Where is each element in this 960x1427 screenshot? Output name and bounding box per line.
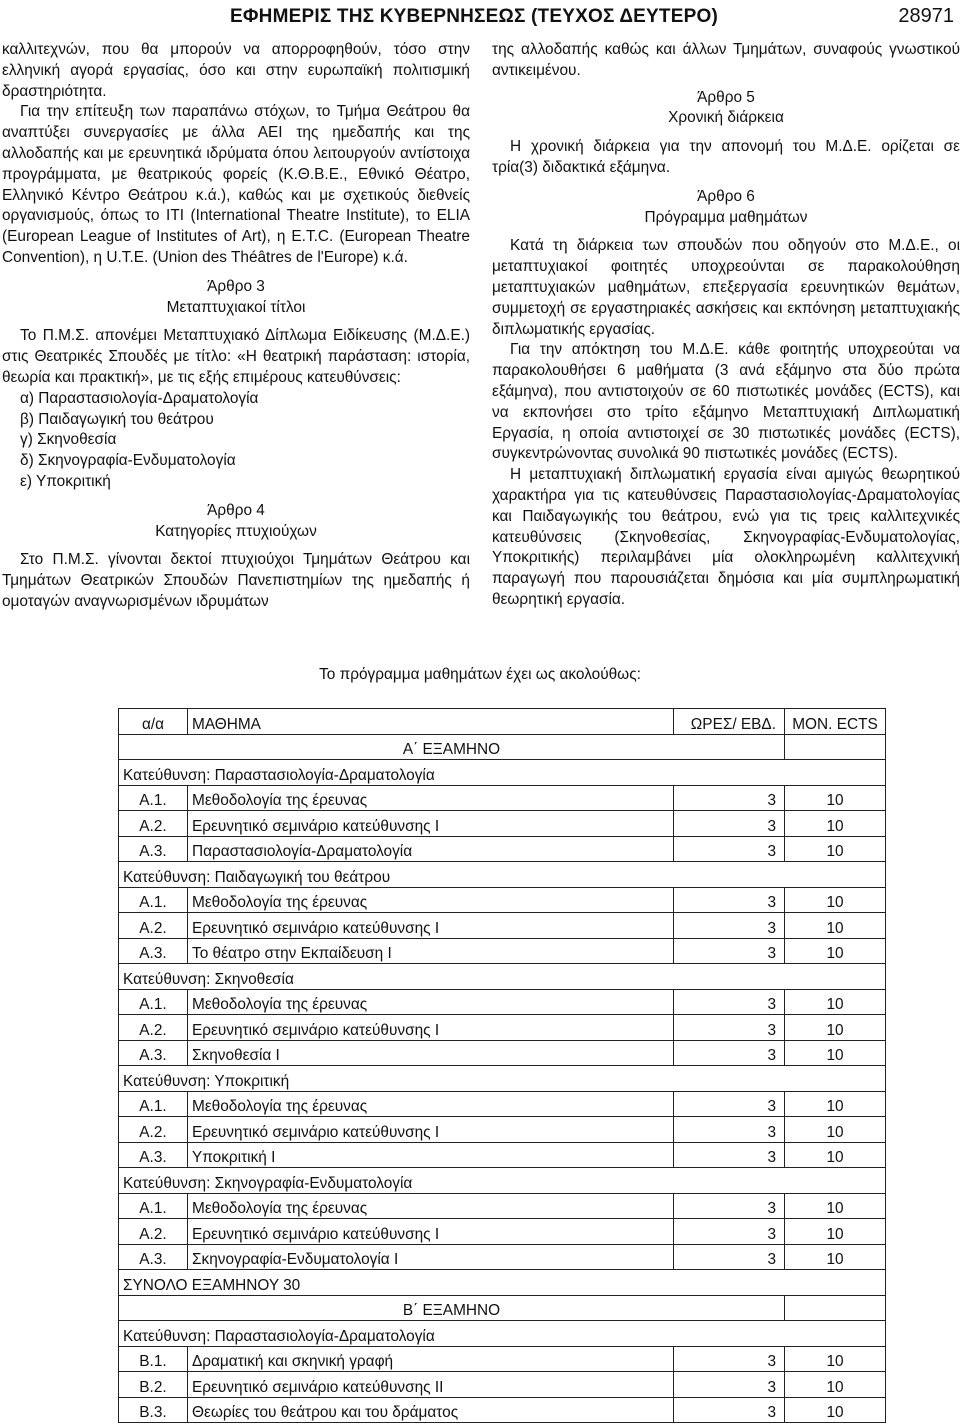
paragraph: Για την απόκτηση του Μ.Δ.Ε. κάθε φοιτητής υποχρεούται να παρακολουθήσει 6 μαθήματα (3 ανά εξάμηνο στα δύο πρώτα εξάμηνα), που αντιστοιχούν σε 60 πιστωτικές μονάδες (ECTS), και να εκπονήσει στο τρίτο εξάμηνο Μεταπτυχιακή Διπλωματική Εργασία, η οποία αντιστοιχεί σε 30 πιστωτικές μονάδες (ECTS), συγκεντρώνοντας συνολικά 90 πιστωτικές μονάδες (ECTS).: [492, 341, 960, 463]
article-4-subtitle: Κατηγορίες πτυχιούχων: [155, 522, 317, 540]
table-row: [119, 1346, 886, 1372]
article-5-subtitle: Χρονική διάρκεια: [668, 109, 784, 127]
hours-cell: 3: [674, 1244, 785, 1270]
paragraph: Κατά τη διάρκεια των σπουδών που οδηγούν στο Μ.Δ.Ε., οι μεταπτυχιακοί φοιτητές υποχρεούνται σε παρακολούθηση μεταπτυχιακών μαθημάτων, επεξεργασία ερευνητικών θεμάτων, συμμετοχή σε εργαστηριακές ασκήσεις και εκπόνηση μεταπτυχιακής διπλωματικής εργασίας.: [492, 237, 960, 338]
direction-heading: Κατεύθυνση: Σκηνοθεσία: [119, 964, 886, 990]
left-column: [2, 40, 470, 613]
course-code-cell: Α.3.: [119, 1244, 188, 1270]
course-code-cell: Β.1.: [119, 1346, 188, 1372]
empty-cell: [785, 734, 886, 760]
table-row: [119, 887, 886, 913]
article-4-title: Άρθρο 4: [207, 501, 265, 519]
ects-cell: 10: [785, 836, 886, 862]
course-code-cell: Α.2.: [119, 811, 188, 837]
semester-heading: Α΄ ΕΞΑΜΗΝΟ: [119, 734, 785, 760]
hours-cell: 3: [674, 989, 785, 1015]
table-row: [119, 938, 886, 964]
course-table: [118, 708, 886, 1423]
direction-heading: Κατεύθυνση: Υποκριτική: [119, 1066, 886, 1092]
hours-cell: 3: [674, 1219, 785, 1245]
ects-cell: 10: [785, 938, 886, 964]
header-cell: ΩΡΕΣ/ ΕΒΔ.: [674, 709, 785, 735]
ects-cell: 10: [785, 1346, 886, 1372]
course-name-cell: Σκηνοθεσία Ι: [188, 1040, 674, 1066]
course-code-cell: Α.1.: [119, 1193, 188, 1219]
course-code-cell: Α.3.: [119, 1040, 188, 1066]
ects-cell: 10: [785, 1040, 886, 1066]
course-name-cell: Σκηνογραφία-Ενδυματολογία Ι: [188, 1244, 674, 1270]
course-name-cell: Μεθοδολογία της έρευνας: [188, 887, 674, 913]
hours-cell: 3: [674, 938, 785, 964]
course-name-cell: Μεθοδολογία της έρευνας: [188, 989, 674, 1015]
ects-cell: 10: [785, 1193, 886, 1219]
table-row: [119, 1015, 886, 1041]
table-row: [119, 1091, 886, 1117]
ects-cell: 10: [785, 1015, 886, 1041]
header-cell: ΜΟΝ. ECTS: [785, 709, 886, 735]
ects-cell: 10: [785, 989, 886, 1015]
hours-cell: 3: [674, 1397, 785, 1423]
ects-cell: 10: [785, 1142, 886, 1168]
hours-cell: 3: [674, 1117, 785, 1143]
table-row: [119, 913, 886, 939]
table-row: [119, 1142, 886, 1168]
paragraph: Η μεταπτυχιακή διπλωματική εργασία είναι αμιγώς θεωρητικού χαρακτήρα για τις κατευθύνσεις Παραστασιολογίας-Δραματολογίας και Παιδαγωγικής του θεάτρου, ενώ για τις τρεις καλλιτεχνικές κατευθύνσεις (Σκηνοθεσίας, Σκηνογραφίας-Ενδυματολογίας, Υποκριτικής) περιλαμβάνει μία ολοκληρωμένη καλλιτεχνική παραγωγή που παρουσιάζεται δημόσια και μία συμπληρωματική θεωρητική εργασία.: [492, 466, 960, 608]
direction-heading: Κατεύθυνση: Σκηνογραφία-Ενδυματολογία: [119, 1168, 886, 1194]
course-name-cell: Ερευνητικό σεμινάριο κατεύθυνσης Ι: [188, 1015, 674, 1041]
direction-row: [119, 1066, 886, 1092]
paragraph: Το Π.Μ.Σ. απονέμει Μεταπτυχιακό Δίπλωμα Ειδίκευσης (Μ.Δ.Ε.) στις Θεατρικές Σπουδές με τίτλο: «Η θεατρική παράσταση: ιστορία, θεωρία και πρακτική», με τις εξής επιμέρους κατευθύνσεις:: [2, 327, 470, 386]
hours-cell: 3: [674, 811, 785, 837]
list-item: β) Παιδαγωγική του θεάτρου: [20, 410, 214, 428]
hours-cell: 3: [674, 1193, 785, 1219]
ects-cell: 10: [785, 1397, 886, 1423]
course-name-cell: Ερευνητικό σεμινάριο κατεύθυνσης Ι: [188, 913, 674, 939]
paragraph: Για την επίτευξη των παραπάνω στόχων, το Τμήμα Θεάτρου θα αναπτύξει συνεργασίες με άλλα ΑΕΙ της ημεδαπής και της αλλοδαπής και με ερευνητικά ιδρύματα όπου λειτουργούν αντίστοιχα προγράμματα, με θεατρικούς φορείς (Κ.Θ.Β.Ε., Εθνικό Θέατρο, Ελληνικό Κέντρο Θεάτρου κ.ά.), καθώς και με σχετικούς διεθνείς οργανισμούς, όπως το ITI (International Theatre Institute), το ELIA (European League of Institutes of Art), η E.T.C. (European Theatre Convention), η U.T.E. (Union des Théâtres de l'Europe) κ.ά.: [2, 103, 470, 266]
course-code-cell: Α.2.: [119, 1015, 188, 1041]
direction-heading: Κατεύθυνση: Παιδαγωγική του θεάτρου: [119, 862, 886, 888]
empty-cell: [785, 1295, 886, 1321]
paragraph: Η χρονική διάρκεια για την απονομή του Μ.Δ.Ε. ορίζεται σε τρία(3) διδακτικά εξάμηνα.: [492, 138, 960, 176]
header-cell: α/α: [119, 709, 188, 735]
list-item: ε) Υποκριτική: [20, 472, 111, 490]
semester-row: [119, 734, 886, 760]
course-code-cell: Α.1.: [119, 1091, 188, 1117]
course-name-cell: Θεωρίες του θεάτρου και του δράματος: [188, 1397, 674, 1423]
hours-cell: 3: [674, 913, 785, 939]
ects-cell: 10: [785, 1091, 886, 1117]
ects-cell: 10: [785, 1117, 886, 1143]
list-item: γ) Σκηνοθεσία: [20, 431, 117, 449]
hours-cell: 3: [674, 1015, 785, 1041]
course-name-cell: Υποκριτική Ι: [188, 1142, 674, 1168]
course-code-cell: Α.2.: [119, 913, 188, 939]
hours-cell: 3: [674, 1372, 785, 1398]
course-code-cell: Α.3.: [119, 938, 188, 964]
table-row: [119, 1397, 886, 1423]
right-column: [492, 40, 960, 611]
list-item: α) Παραστασιολογία-Δραματολογία: [20, 389, 259, 407]
table-row: [119, 1117, 886, 1143]
course-code-cell: Α.1.: [119, 785, 188, 811]
direction-row: [119, 964, 886, 990]
table-row: [119, 836, 886, 862]
direction-row: [119, 1321, 886, 1347]
article-5-title: Άρθρο 5: [697, 88, 755, 106]
program-intro: Το πρόγραμμα μαθημάτων έχει ως ακολούθως:: [319, 666, 641, 683]
course-code-cell: Α.1.: [119, 887, 188, 913]
table-header-row: [119, 709, 886, 735]
table-row: [119, 1372, 886, 1398]
total-row: [119, 1270, 886, 1296]
paragraph: της αλλοδαπής καθώς και άλλων Τμημάτων, συναφούς γνωστικού αντικειμένου.: [492, 41, 960, 79]
course-name-cell: Δραματική και σκηνική γραφή: [188, 1346, 674, 1372]
hours-cell: 3: [674, 785, 785, 811]
article-6-title: Άρθρο 6: [697, 187, 755, 205]
ects-cell: 10: [785, 913, 886, 939]
paragraph: Στο Π.Μ.Σ. γίνονται δεκτοί πτυχιούχοι Τμημάτων Θεάτρου και Τμημάτων Θεατρικών Σπουδών Πανεπιστημίων της ημεδαπής ή ομοταγών αναγνωρισμένων ιδρυμάτων: [2, 551, 470, 610]
direction-list: [2, 389, 470, 493]
ects-cell: 10: [785, 1244, 886, 1270]
hours-cell: 3: [674, 836, 785, 862]
page-header: [0, 0, 960, 38]
course-name-cell: Ερευνητικό σεμινάριο κατεύθυνσης Ι: [188, 1219, 674, 1245]
ects-cell: 10: [785, 1219, 886, 1245]
hours-cell: 3: [674, 1142, 785, 1168]
table-row: [119, 1244, 886, 1270]
article-3-subtitle: Μεταπτυχιακοί τίτλοι: [166, 298, 306, 316]
semester-total: ΣΥΝΟΛΟ ΕΞΑΜΗΝΟΥ 30: [119, 1270, 886, 1296]
course-code-cell: Β.3.: [119, 1397, 188, 1423]
list-item: δ) Σκηνογραφία-Ενδυματολογία: [20, 452, 236, 470]
course-code-cell: Α.3.: [119, 1142, 188, 1168]
course-name-cell: Μεθοδολογία της έρευνας: [188, 1193, 674, 1219]
semester-row: [119, 1295, 886, 1321]
ects-cell: 10: [785, 887, 886, 913]
direction-heading: Κατεύθυνση: Παραστασιολογία-Δραματολογία: [119, 760, 886, 786]
table-row: [119, 811, 886, 837]
table-row: [119, 1193, 886, 1219]
hours-cell: 3: [674, 1346, 785, 1372]
hours-cell: 3: [674, 887, 785, 913]
table-row: [119, 1040, 886, 1066]
table-row: [119, 785, 886, 811]
course-name-cell: Μεθοδολογία της έρευνας: [188, 785, 674, 811]
hours-cell: 3: [674, 1040, 785, 1066]
header-cell: ΜΑΘΗΜΑ: [188, 709, 674, 735]
course-code-cell: Β.2.: [119, 1372, 188, 1398]
article-6-subtitle: Πρόγραμμα μαθημάτων: [644, 208, 808, 226]
gazette-title: ΕΦΗΜΕΡΙΣ ΤΗΣ ΚΥΒΕΡΝΗΣΕΩΣ (ΤΕΥΧΟΣ ΔΕΥΤΕΡΟ): [230, 6, 718, 27]
table-row: [119, 989, 886, 1015]
ects-cell: 10: [785, 811, 886, 837]
page-number: 28971: [898, 5, 954, 27]
article-3-title: Άρθρο 3: [207, 277, 265, 295]
course-name-cell: Το θέατρο στην Εκπαίδευση Ι: [188, 938, 674, 964]
course-name-cell: Ερευνητικό σεμινάριο κατεύθυνσης ΙΙ: [188, 1372, 674, 1398]
course-code-cell: Α.2.: [119, 1117, 188, 1143]
direction-heading: Κατεύθυνση: Παραστασιολογία-Δραματολογία: [119, 1321, 886, 1347]
direction-row: [119, 862, 886, 888]
ects-cell: 10: [785, 785, 886, 811]
semester-heading: Β΄ ΕΞΑΜΗΝΟ: [119, 1295, 785, 1321]
hours-cell: 3: [674, 1091, 785, 1117]
direction-row: [119, 760, 886, 786]
course-code-cell: Α.2.: [119, 1219, 188, 1245]
direction-row: [119, 1168, 886, 1194]
course-code-cell: Α.3.: [119, 836, 188, 862]
course-name-cell: Ερευνητικό σεμινάριο κατεύθυνσης Ι: [188, 811, 674, 837]
ects-cell: 10: [785, 1372, 886, 1398]
paragraph: καλλιτεχνών, που θα μπορούν να απορροφηθούν, τόσο στην ελληνική αγορά εργασίας, όσο και στην ευρωπαϊκή πολιτισμική δραστηριότητα.: [2, 41, 470, 100]
table-row: [119, 1219, 886, 1245]
course-name-cell: Ερευνητικό σεμινάριο κατεύθυνσης Ι: [188, 1117, 674, 1143]
course-code-cell: Α.1.: [119, 989, 188, 1015]
course-name-cell: Παραστασιολογία-Δραματολογία: [188, 836, 674, 862]
course-name-cell: Μεθοδολογία της έρευνας: [188, 1091, 674, 1117]
